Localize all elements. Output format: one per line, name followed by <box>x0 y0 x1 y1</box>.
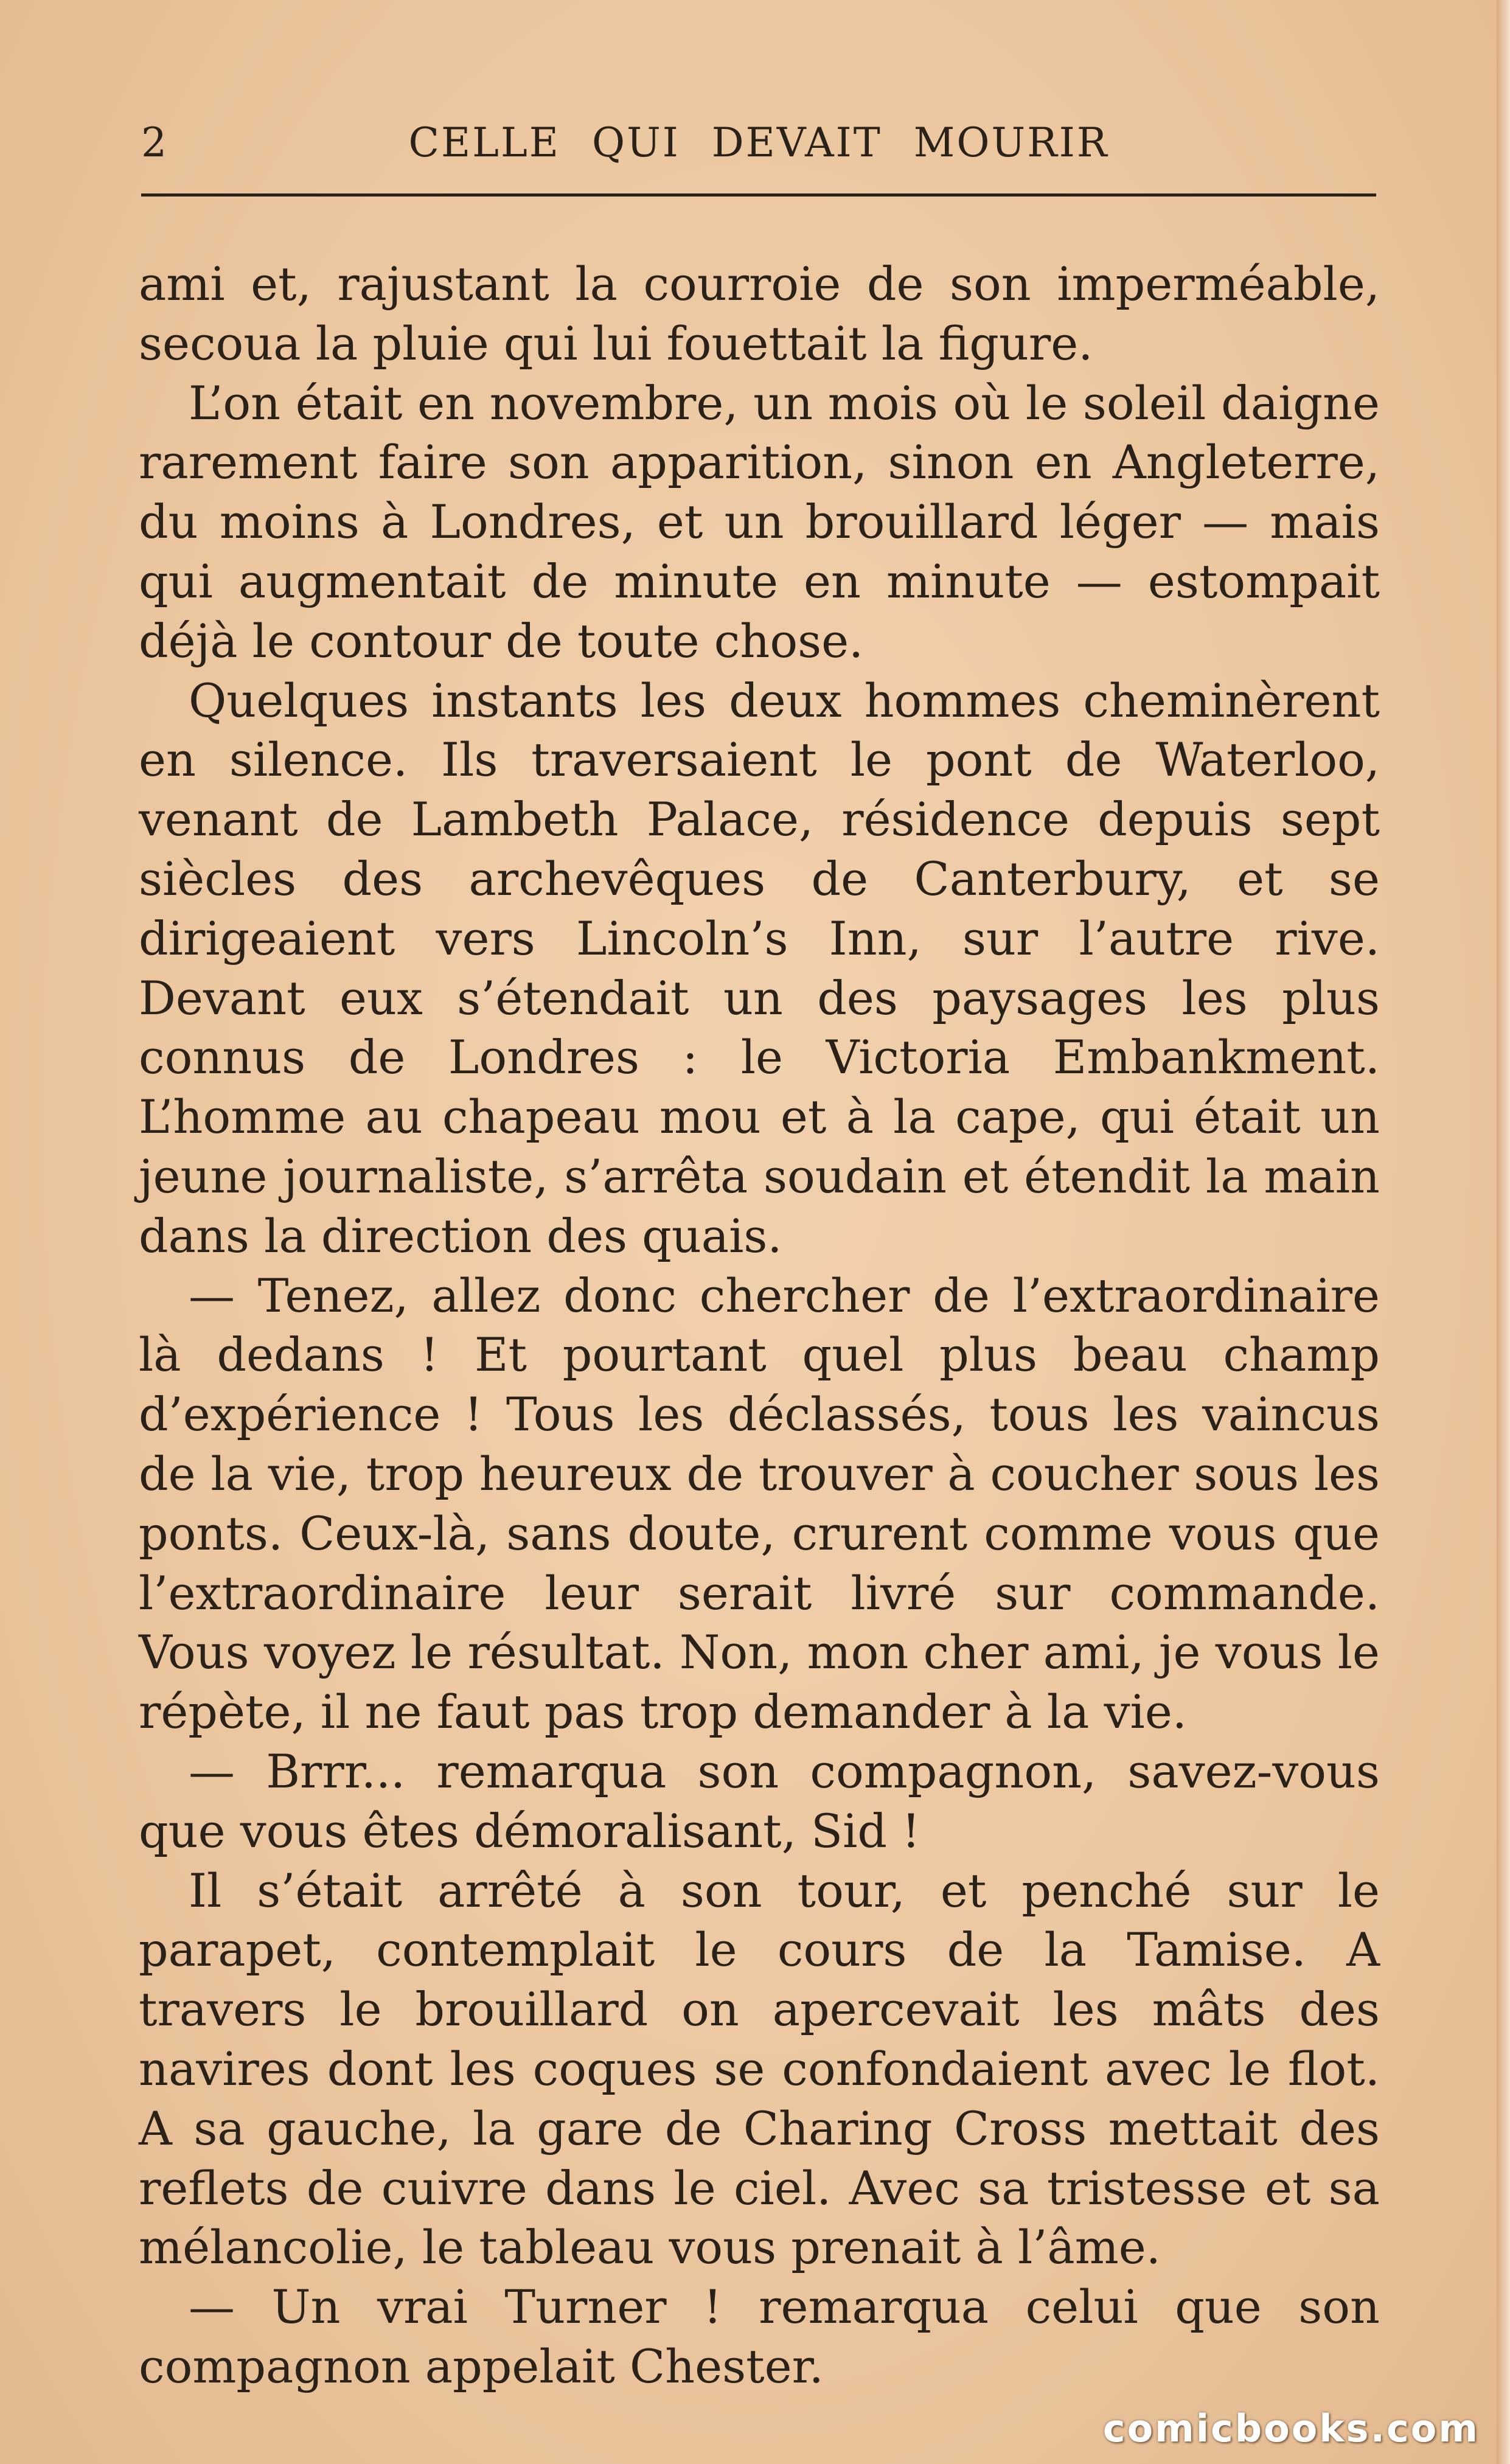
running-header <box>141 110 1376 176</box>
running-title: CELLE QUI DEVAIT MOURIR <box>408 119 1109 166</box>
page-number: 2 <box>141 119 167 166</box>
paragraph: — Tenez, allez donc chercher de l’extraordinaire là dedans ! Et pourtant quel plus beau champ d’expérience ! Tous les déclassés, tous les vaincus de la vie, trop heureux de trouver à coucher sous les ponts. Ceux-là, sans doute, crurent comme vous que l’extraordinaire leur serait livré sur commande. Vous voyez le résultat. Non, mon cher ami, je vous le répète, il ne faut pas trop demander à la vie. <box>139 1268 1380 1739</box>
paragraph: ami et, rajustant la courroie de son imperméable, secoua la pluie qui lui fouettait la figure. <box>139 257 1380 371</box>
paragraph: L’on était en novembre, un mois où le soleil daigne rarement faire son apparition, sinon en Angleterre, du moins à Londres, et un brouillard léger — mais qui augmentait de minute en minute — estompait déjà le contour de toute chose. <box>139 375 1380 668</box>
paragraph: — Un vrai Turner ! remarqua celui que son compagnon appelait Chester. <box>139 2280 1380 2393</box>
watermark: comicbooks.com <box>1102 2406 1480 2451</box>
page-edge <box>1497 0 1510 2464</box>
body-text <box>139 254 1380 2396</box>
paragraph: Il s’était arrêté à son tour, et penché sur le parapet, contemplait le cours de la Tamise. A travers le brouillard on apercevait les mâts des navires dont les coques se confondaient avec le flot. A sa gauche, la gare de Charing Cross mettait des reflets de cuivre dans le ciel. Avec sa tristesse et sa mélancolie, le tableau vous prenait à l’âme. <box>139 1863 1380 2275</box>
paragraph: Quelques instants les deux hommes cheminèrent en silence. Ils traversaient le pont de Waterloo, venant de Lambeth Palace, résidence depuis sept siècles des archevêques de Canterbury, et se dirigeaient vers Lincoln’s Inn, sur l’autre rive. Devant eux s’étendait un des paysages les plus connus de Londres : le Victoria Embankment. L’homme au chapeau mou et à la cape, qui était un jeune journaliste, s’arrêta soudain et étendit la main dans la direction des quais. <box>139 673 1380 1263</box>
paragraph: — Brrr... remarqua son compagnon, savez-vous que vous êtes démoralisant, Sid ! <box>139 1744 1380 1858</box>
header-rule <box>141 193 1376 197</box>
